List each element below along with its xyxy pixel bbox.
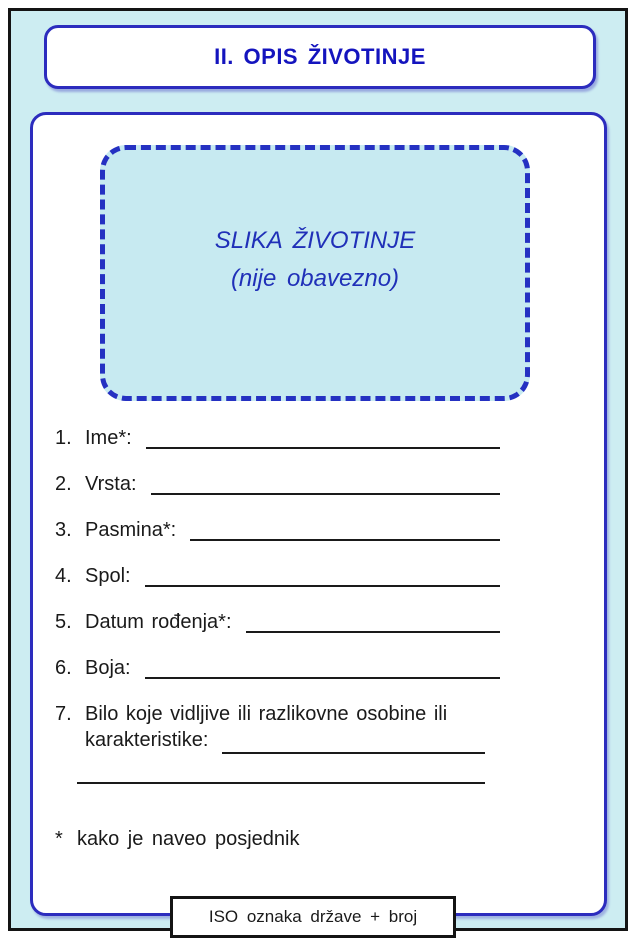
- footnote-asterisk: *: [55, 828, 63, 850]
- field-blank-line: [222, 752, 485, 754]
- field-row-sex: [55, 562, 500, 588]
- field-number: 3.: [55, 519, 72, 541]
- field-row-features: [55, 700, 587, 755]
- section-title: II. OPIS ŽIVOTINJE: [214, 44, 426, 69]
- field-blank-line: [145, 585, 500, 587]
- field-number: 2.: [55, 473, 72, 495]
- field-number: 6.: [55, 657, 72, 679]
- iso-code-label: ISO oznaka države + broj: [208, 907, 418, 926]
- field-number: 5.: [55, 611, 72, 633]
- field-label: Vrsta:: [85, 473, 137, 495]
- field-number: 1.: [55, 427, 72, 449]
- field-label: Pasmina*:: [85, 519, 177, 541]
- field-number: 7.: [55, 703, 72, 725]
- field-label: Datum rođenja*:: [85, 611, 232, 633]
- footnote-text: kako je naveo posjednik: [77, 828, 300, 850]
- field-row-birthdate: [55, 608, 500, 634]
- field-blank-line: [246, 631, 500, 633]
- iso-code-box: [170, 896, 456, 938]
- field-row-species: [55, 470, 500, 496]
- section-title-box: [44, 25, 596, 89]
- field-label-line2: karakteristike:: [85, 729, 209, 751]
- field-row-name: [55, 424, 500, 450]
- photo-placeholder-subtitle: (nije obavezno): [230, 265, 400, 292]
- field-blank-line: [145, 677, 500, 679]
- field-row-color: [55, 654, 500, 680]
- field-blank-line: [146, 447, 500, 449]
- field-label: Boja:: [85, 657, 131, 679]
- field-blank-line: [190, 539, 500, 541]
- field-label-line1: Bilo koje vidljive ili razlikovne osobine ili: [85, 703, 448, 725]
- footnote: [55, 828, 299, 851]
- features-extra-blank-line: [77, 762, 485, 784]
- field-row-breed: [55, 516, 500, 542]
- photo-placeholder-title: SLIKA ŽIVOTINJE: [214, 227, 416, 254]
- field-blank-line: [151, 493, 501, 495]
- field-number: 4.: [55, 565, 72, 587]
- animal-photo-placeholder: [100, 145, 530, 401]
- field-label: Spol:: [85, 565, 131, 587]
- field-label: Ime*:: [85, 427, 132, 449]
